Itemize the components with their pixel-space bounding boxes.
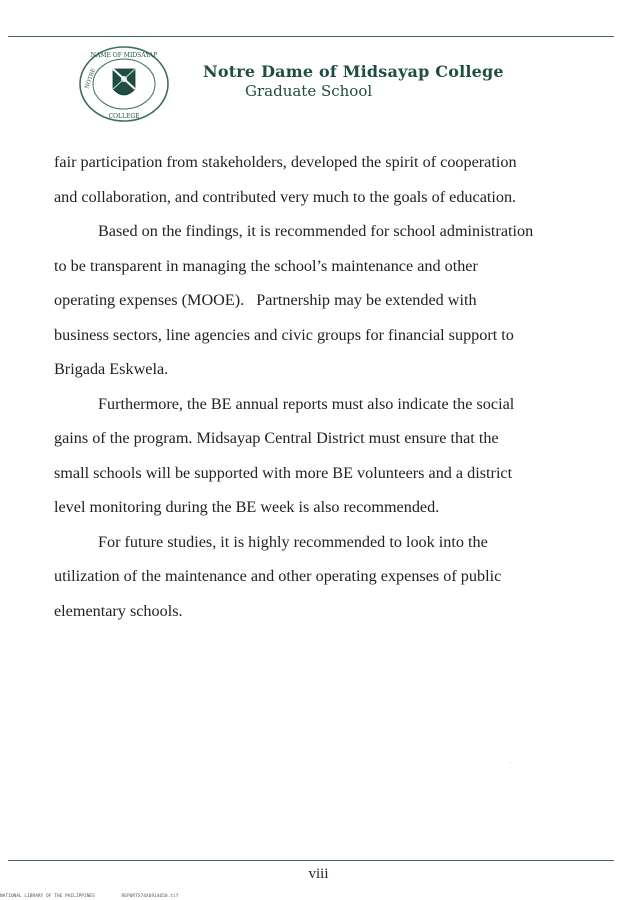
school-name: Graduate School <box>245 82 373 100</box>
paragraph <box>54 145 610 214</box>
svg-text:NOTRE: NOTRE <box>84 67 98 90</box>
text-line: operating expenses (MOOE). Partnership may be extended with <box>54 291 477 309</box>
page-number: viii <box>308 866 329 882</box>
text-line: and collaboration, and contributed very much to the goals of education. <box>54 187 517 206</box>
text-line: For future studies, it is highly recommended to look into the <box>98 532 488 551</box>
text-line: to be transparent in managing the school’s maintenance and other <box>54 256 478 275</box>
text-line: utilization of the maintenance and other operating expenses of public <box>54 567 502 585</box>
text-line: level monitoring during the BE week is also recommended. <box>54 498 440 516</box>
text-line: gains of the program. Midsayap Central District must ensure that the <box>54 429 499 447</box>
text-line: elementary schools. <box>54 601 183 620</box>
paragraph <box>54 214 610 387</box>
scan-speck: ·‧· <box>509 760 513 765</box>
text-line: Based on the findings, it is recommended for school administration <box>98 222 534 240</box>
text-line: fair participation from stakeholders, developed the spirit of cooperation <box>54 153 517 171</box>
text-line: Furthermore, the BE annual reports must also indicate the social <box>98 394 515 413</box>
library-stamp <box>0 894 202 899</box>
college-seal-icon <box>78 45 170 123</box>
text-line: Brigada Eskwela. <box>54 360 169 378</box>
paragraph <box>54 387 610 525</box>
footer-rule <box>8 860 614 861</box>
svg-text:COLLEGE: COLLEGE <box>108 113 140 120</box>
college-name: Notre Dame of Midsayap College <box>203 62 504 81</box>
text-line: business sectors, line agencies and civic groups for financial support to <box>54 325 514 344</box>
header-rule <box>8 36 614 37</box>
library-stamp-left: NATIONAL LIBRARY OF THE PHILIPPINES <box>0 894 95 899</box>
svg-text:NAME OF MIDSAYAP: NAME OF MIDSAYAP <box>90 52 158 59</box>
document-body <box>54 145 610 628</box>
library-stamp-right: REPORTS74X6914650.tif <box>121 894 179 899</box>
paragraph <box>54 525 610 629</box>
text-line: small schools will be supported with more BE volunteers and a district <box>54 463 513 482</box>
